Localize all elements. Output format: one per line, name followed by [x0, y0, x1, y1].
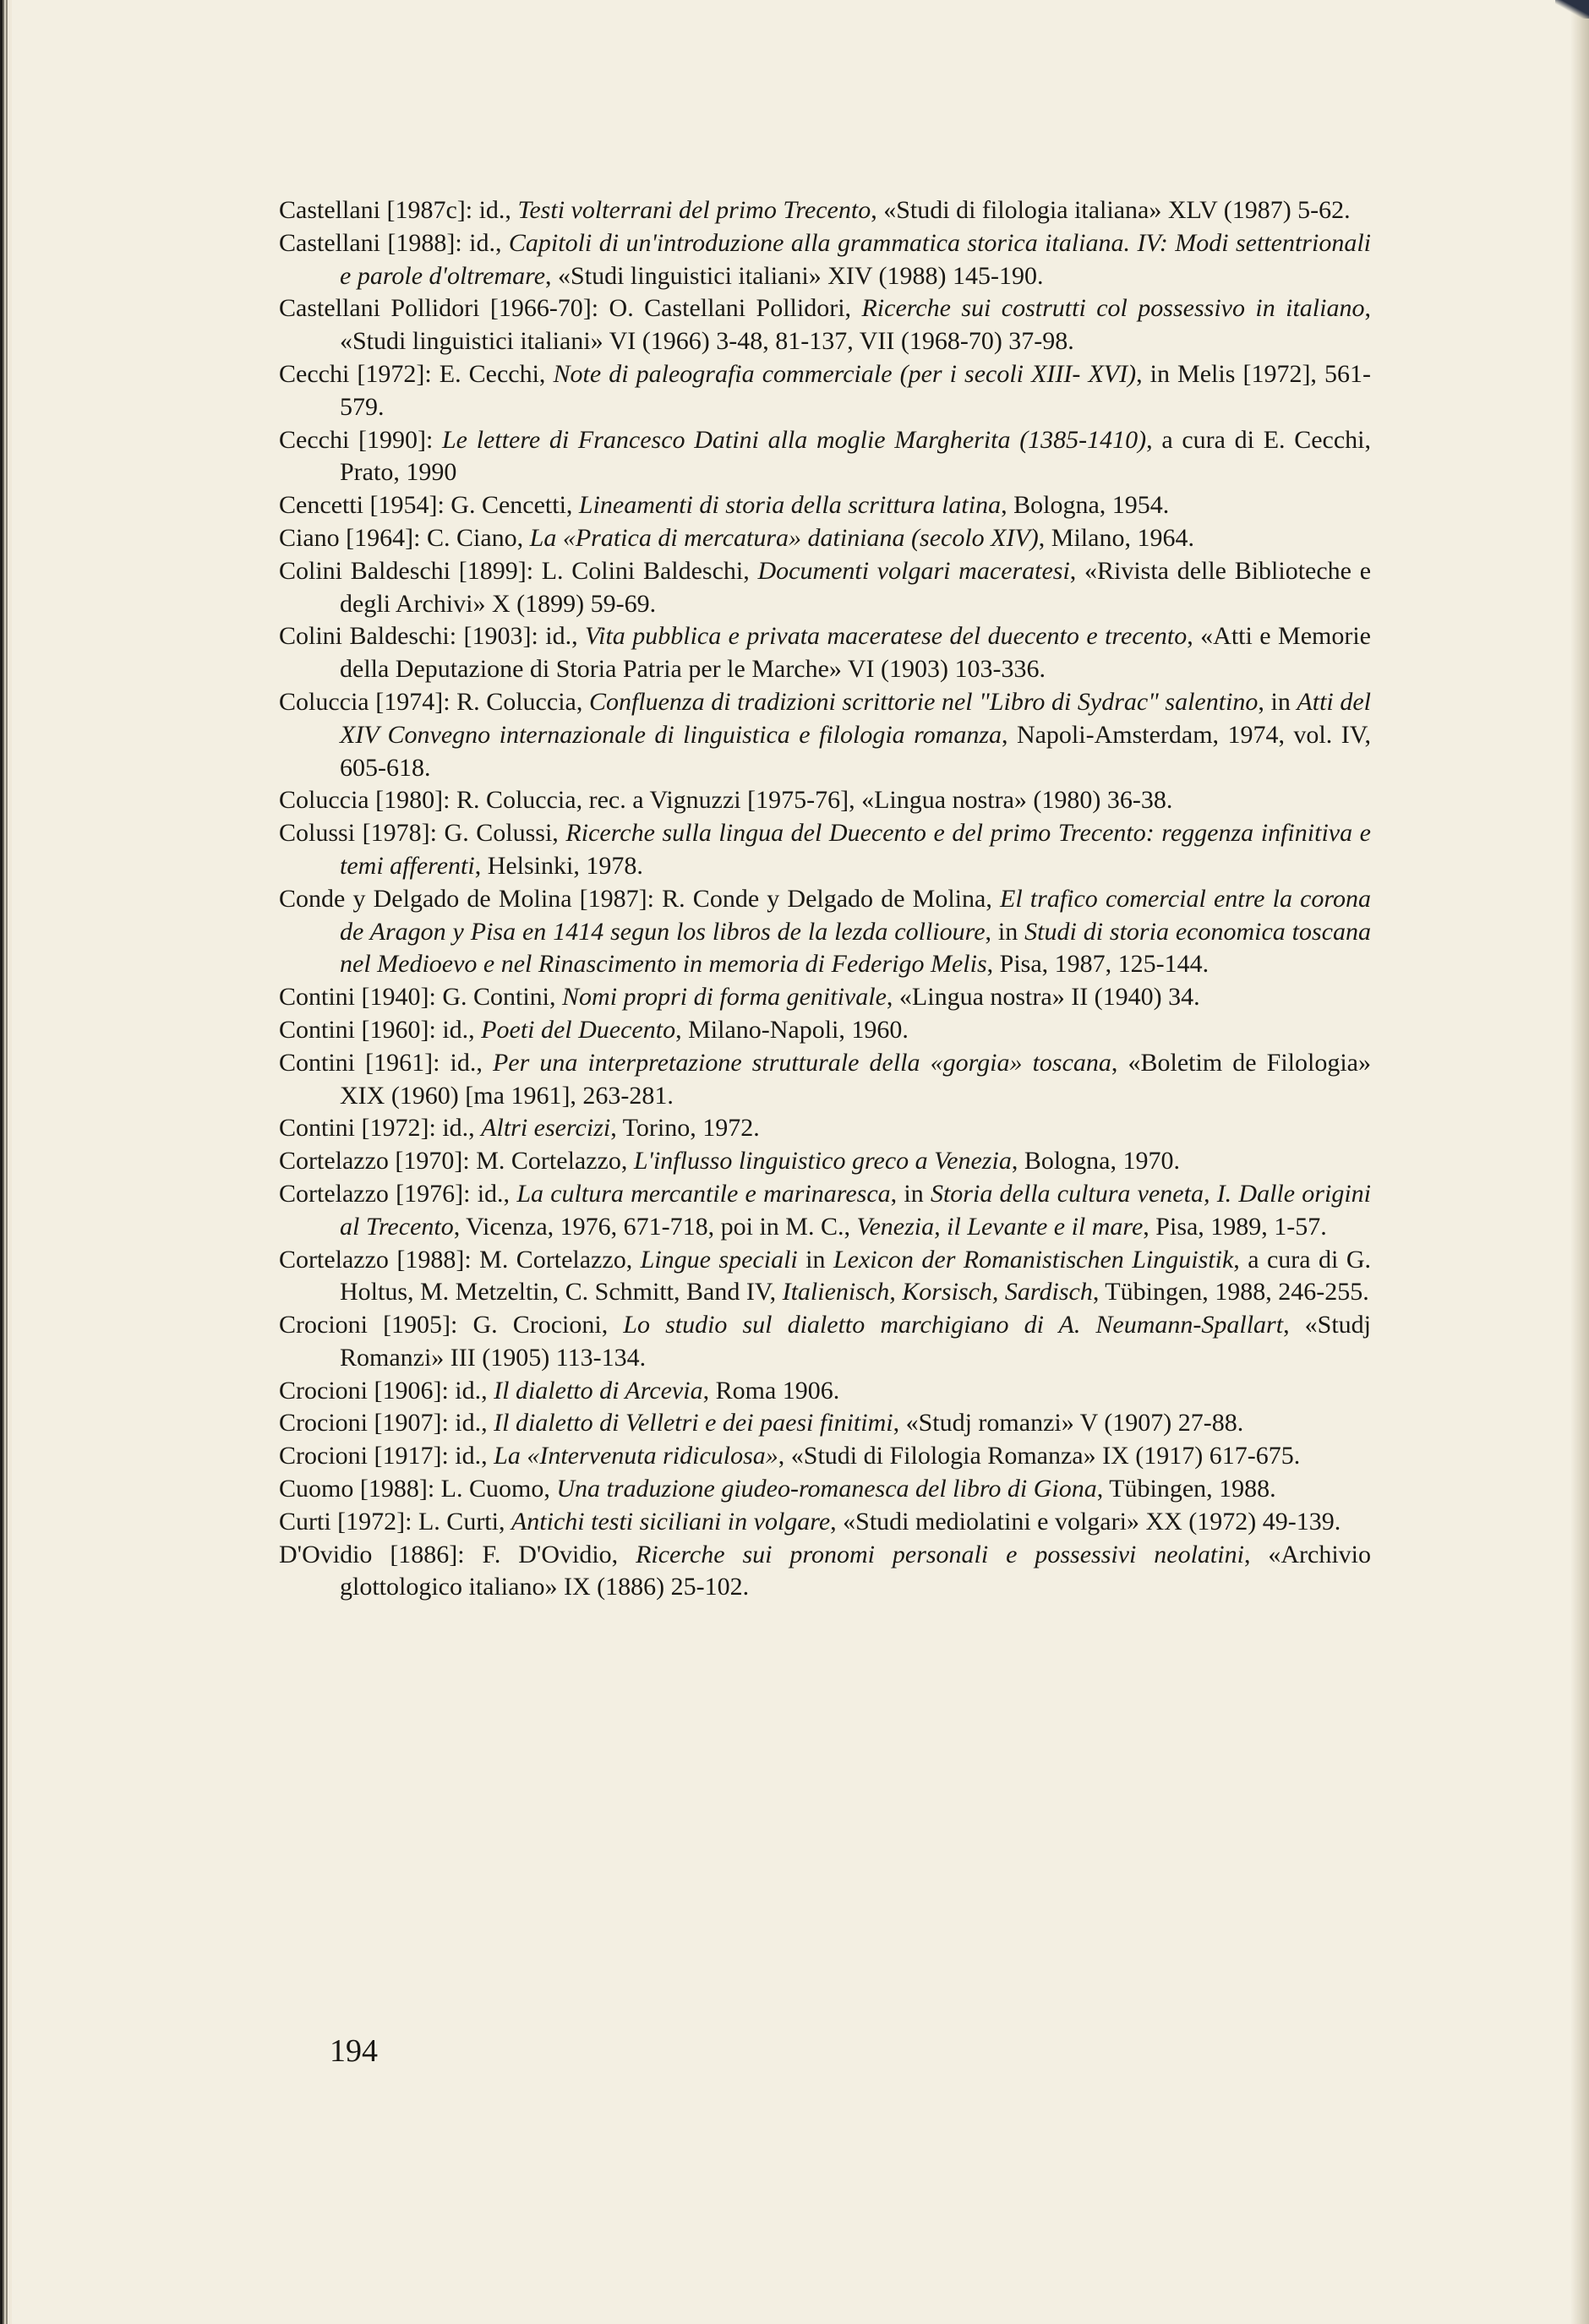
entry-text: Contini [1940]: G. Contini, — [279, 983, 563, 1012]
bibliography-entry — [279, 784, 1371, 817]
entry-text: Cortelazzo [1976]: id., — [279, 1179, 517, 1208]
bibliography-entry — [279, 1145, 1371, 1178]
entry-text: Contini [1961]: id., — [279, 1048, 493, 1077]
entry-title-italic: Il dialetto di Velletri e dei paesi finitimi — [494, 1409, 893, 1437]
entry-text: , «Studi linguistici italiani» VI (1966) 3-48, 81-137, VII (1968-70) 37-98. — [340, 294, 1371, 356]
bibliography-entry — [279, 1473, 1371, 1506]
bibliography-entry — [279, 1047, 1371, 1113]
bibliography-entry — [279, 1112, 1371, 1145]
entry-text: , Pisa, 1987, 125-144. — [986, 950, 1209, 979]
entry-text: , «Studj Romanzi» III (1905) 113-134. — [340, 1311, 1372, 1372]
entry-text: , in — [890, 1179, 931, 1208]
entry-text: , Tübingen, 1988. — [1096, 1475, 1276, 1503]
entry-title-italic: Atti del XIV Convegno internazionale di linguistica e filologia romanza — [340, 687, 1371, 749]
entry-text: , in Melis [1972], 561-579. — [340, 359, 1371, 421]
bibliography-entry — [279, 620, 1371, 686]
bibliography-entry — [279, 292, 1371, 358]
bibliography-entry — [279, 522, 1371, 555]
book-spine-edge — [0, 0, 12, 2324]
entry-text: , Milano-Napoli, 1960. — [675, 1015, 909, 1044]
entry-title-italic: El trafico comercial entre la corona de Aragon y Pisa en 1414 segun los libros de la lezda collioure — [340, 884, 1371, 946]
entry-text: , a cura di G. Holtus, M. Metzeltin, C. Schmitt, Band IV, — [340, 1245, 1371, 1307]
bibliography-entry — [279, 1244, 1371, 1310]
entry-title-italic: Lexicon der Romanistischen Linguistik — [833, 1245, 1234, 1274]
entry-text: Castellani [1988]: id., — [279, 228, 509, 257]
bibliography-entry — [279, 1539, 1371, 1605]
entry-text: Crocioni [1907]: id., — [279, 1409, 494, 1437]
entry-text: Colussi [1978]: G. Colussi, — [279, 819, 566, 848]
entry-title-italic: L'influsso linguistico greco a Venezia — [633, 1147, 1012, 1176]
entry-title-italic: Lingue speciali — [640, 1245, 798, 1274]
bibliography-entry — [279, 424, 1371, 490]
entry-title-italic: Note di paleografia commerciale (per i secoli XIII- XVI) — [553, 359, 1137, 388]
entry-text: , in — [985, 917, 1025, 946]
bibliography-entry — [279, 358, 1371, 424]
entry-text: Castellani Pollidori [1966-70]: O. Castellani Pollidori, — [279, 294, 862, 323]
entry-text: D'Ovidio [1886]: F. D'Ovidio, — [279, 1540, 636, 1568]
entry-text: Conde y Delgado de Molina [1987]: R. Conde y Delgado de Molina, — [279, 884, 1000, 913]
entry-text: Contini [1960]: id., — [279, 1015, 482, 1044]
entry-text: , «Atti e Memorie della Deputazione di Storia Patria per le Marche» VI (1903) 103-336. — [340, 622, 1371, 684]
bibliography-entry — [279, 1309, 1371, 1375]
entry-text: Crocioni [1906]: id., — [279, 1376, 494, 1405]
entry-text: Coluccia [1974]: R. Coluccia, — [279, 687, 589, 716]
page-number: 194 — [330, 2033, 378, 2069]
entry-title-italic: Antichi testi siciliani in volgare — [511, 1507, 831, 1536]
entry-title-italic: Lineamenti di storia della scrittura latina — [578, 491, 1002, 520]
entry-text: , «Studi mediolatini e volgari» XX (1972) 49-139. — [830, 1507, 1341, 1536]
entry-text: Cortelazzo [1988]: M. Cortelazzo, — [279, 1245, 641, 1274]
entry-text: , «Boletim de Filologia» XIX (1960) [ma 1961], 263-281. — [340, 1048, 1372, 1110]
corner-mark — [1555, 0, 1589, 19]
entry-text: , Torino, 1972. — [610, 1114, 760, 1143]
entry-text: , Roma 1906. — [702, 1376, 840, 1405]
entry-text: , Helsinki, 1978. — [474, 851, 643, 880]
entry-text: , «Archivio glottologico italiano» IX (1886) 25-102. — [340, 1540, 1371, 1601]
entry-title-italic: Confluenza di tradizioni scrittorie nel "Libro di Sydrac" salentino — [588, 687, 1259, 716]
entry-text: , Vicenza, 1976, 671-718, poi in M. C., — [453, 1212, 857, 1241]
entry-title-italic: Per una interpretazione strutturale della «gorgia» toscana — [492, 1048, 1111, 1077]
entry-text: , «Studi di filologia italiana» XLV (1987) 5-62. — [871, 196, 1351, 224]
entry-text: Cuomo [1988]: L. Cuomo, — [279, 1475, 557, 1503]
entry-text: , «Rivista delle Biblioteche e degli Archivi» X (1899) 59-69. — [340, 556, 1372, 618]
entry-title-italic: Italienisch, Korsisch, Sardisch — [782, 1278, 1093, 1307]
entry-text: , «Studi di Filologia Romanza» IX (1917) 617-675. — [778, 1442, 1301, 1470]
bibliography-list — [279, 194, 1371, 1604]
bibliography-entry — [279, 1440, 1371, 1473]
bibliography-entry — [279, 1178, 1371, 1244]
entry-text: , in — [1258, 687, 1297, 716]
bibliography-entry — [279, 194, 1371, 227]
entry-text: , Bologna, 1970. — [1011, 1147, 1180, 1176]
entry-title-italic: Una traduzione giudeo-romanesca del libro di Giona — [556, 1475, 1097, 1503]
entry-text: Crocioni [1917]: id., — [279, 1442, 494, 1470]
bibliography-entry — [279, 555, 1371, 621]
entry-text: Curti [1972]: L. Curti, — [279, 1507, 511, 1536]
entry-title-italic: Ricerche sui costrutti col possessivo in italiano — [861, 294, 1365, 323]
entry-title-italic: Altri esercizi — [481, 1114, 611, 1143]
entry-text: , «Lingua nostra» II (1940) 34. — [886, 983, 1200, 1012]
entry-title-italic: La «Pratica di mercatura» datiniana (secolo XIV) — [529, 523, 1039, 552]
entry-title-italic: Vita pubblica e privata maceratese del duecento e trecento — [585, 622, 1188, 651]
entry-title-italic: Lo studio sul dialetto marchigiano di A. Neumann-Spallart — [623, 1311, 1284, 1339]
entry-title-italic: Documenti volgari maceratesi — [757, 556, 1070, 585]
entry-text: in — [797, 1245, 833, 1274]
entry-title-italic: Poeti del Duecento — [481, 1015, 676, 1044]
bibliography-entry — [279, 227, 1371, 293]
entry-title-italic: La «Intervenuta ridiculosa» — [494, 1442, 778, 1470]
entry-title-italic: La cultura mercantile e marinaresca — [516, 1179, 891, 1208]
entry-text: , Napoli-Amsterdam, 1974, vol. IV, 605-618. — [340, 720, 1371, 782]
entry-text: , Bologna, 1954. — [1001, 491, 1170, 520]
bibliography-entry — [279, 686, 1371, 784]
bibliography-entry — [279, 1407, 1371, 1440]
entry-text: Coluccia [1980]: R. Coluccia, rec. a Vignuzzi [1975-76], «Lingua nostra» (1980) 36-38. — [279, 786, 1173, 815]
entry-text: Cortelazzo [1970]: M. Cortelazzo, — [279, 1147, 634, 1176]
entry-title-italic: Ricerche sui pronomi personali e possessivi neolatini — [636, 1540, 1244, 1568]
entry-text: Cecchi [1972]: E. Cecchi, — [279, 359, 554, 388]
entry-text: Ciano [1964]: C. Ciano, — [279, 523, 530, 552]
entry-title-italic: Ricerche sulla lingua del Duecento e del primo Trecento: reggenza infinitiva e temi afferenti — [340, 819, 1371, 880]
bibliography-entry — [279, 1506, 1371, 1539]
entry-title-italic: Le lettere di Francesco Datini alla moglie Margherita (1385-1410) — [442, 425, 1147, 454]
entry-text: , Tübingen, 1988, 246-255. — [1092, 1278, 1369, 1307]
entry-title-italic: Venezia, il Levante e il mare — [856, 1212, 1144, 1241]
entry-text: Colini Baldeschi [1899]: L. Colini Baldeschi, — [279, 556, 758, 585]
entry-title-italic: Nomi propri di forma genitivale — [562, 983, 887, 1012]
entry-text: , «Studj romanzi» V (1907) 27-88. — [893, 1409, 1244, 1437]
entry-title-italic: Il dialetto di Arcevia — [494, 1376, 703, 1405]
page-right-edge — [1570, 0, 1589, 2324]
entry-text: Contini [1972]: id., — [279, 1114, 482, 1143]
entry-title-italic: Capitoli di un'introduzione alla grammatica storica italiana. IV: Modi settentrionali e parole d'oltremare — [340, 228, 1371, 290]
entry-text: Cecchi [1990]: — [279, 425, 442, 454]
entry-title-italic: Storia della cultura veneta, I. Dalle origini al Trecento — [340, 1179, 1371, 1241]
bibliography-entry — [279, 1014, 1371, 1047]
bibliography-entry — [279, 883, 1371, 981]
bibliography-entry — [279, 489, 1371, 522]
entry-text: Castellani [1987c]: id., — [279, 196, 518, 224]
entry-text: , a cura di E. Cecchi, Prato, 1990 — [340, 425, 1372, 487]
entry-text: Cencetti [1954]: G. Cencetti, — [279, 491, 579, 520]
bibliography-entry — [279, 817, 1371, 883]
entry-text: Crocioni [1905]: G. Crocioni, — [279, 1311, 624, 1339]
bibliography-entry — [279, 981, 1371, 1014]
bibliography-entry — [279, 1375, 1371, 1408]
entry-title-italic: Studi di storia economica toscana nel Medioevo e nel Rinascimento in memoria di Federigo Melis — [340, 917, 1371, 979]
entry-text: , «Studi linguistici italiani» XIV (1988) 145-190. — [545, 261, 1044, 290]
entry-text: Colini Baldeschi: [1903]: id., — [279, 622, 586, 651]
entry-title-italic: Testi volterrani del primo Trecento — [517, 196, 871, 224]
entry-text: , Pisa, 1989, 1-57. — [1143, 1212, 1327, 1241]
entry-text: , Milano, 1964. — [1038, 523, 1194, 552]
